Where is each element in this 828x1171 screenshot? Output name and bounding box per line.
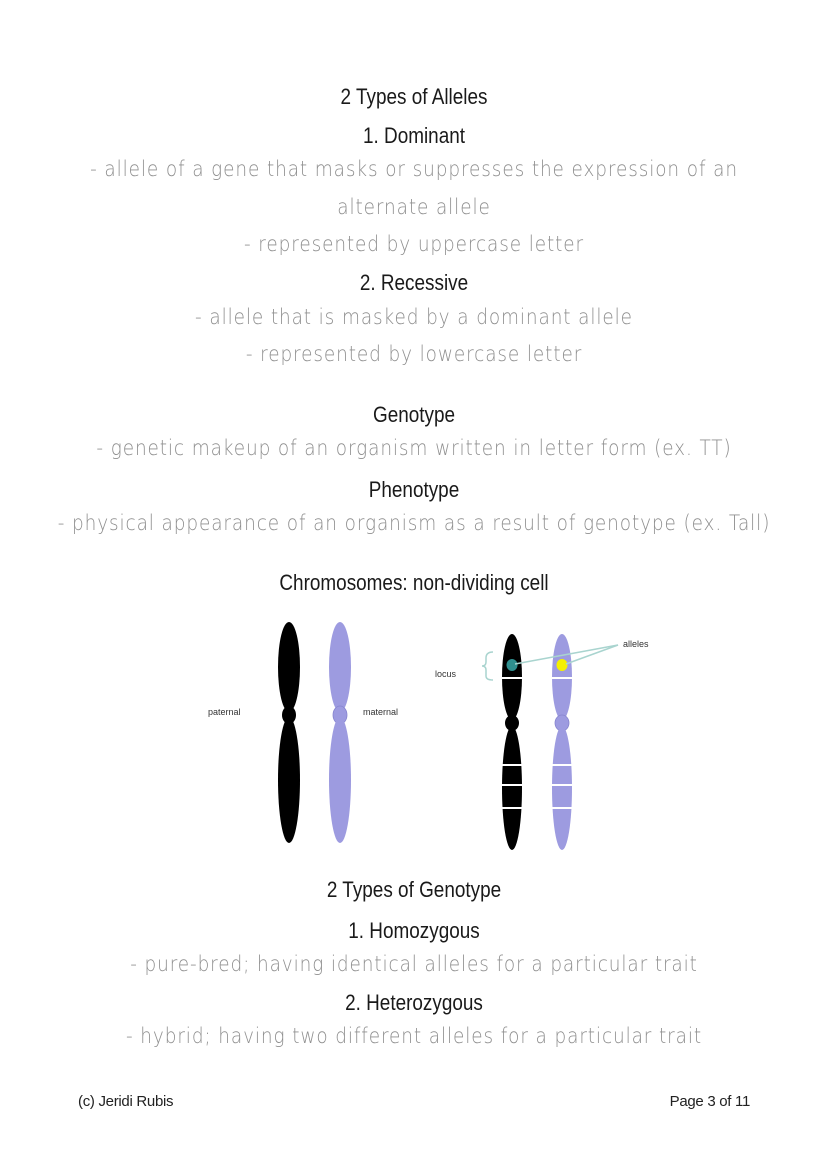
homozygous-desc: - pure-bred; having identical alleles for a particular trait	[130, 952, 698, 976]
locus-bracket	[482, 652, 493, 680]
chromosomes-heading: Chromosomes: non-dividing cell	[279, 570, 549, 595]
phenotype-desc: - physical appearance of an organism as a result of genotype (ex. Tall)	[57, 511, 771, 535]
heterozygous-desc: - hybrid; having two different alleles for a particular trait	[126, 1024, 702, 1048]
recessive-desc-line1: - allele that is masked by a dominant allele	[195, 305, 633, 329]
maternal-label: maternal	[363, 707, 399, 717]
footer-page-number: Page 3 of 11	[669, 1093, 750, 1110]
dominant-desc-line3: - represented by uppercase letter	[244, 232, 584, 256]
recessive-title: 2. Recessive	[359, 270, 469, 295]
genotype-desc: - genetic makeup of an organism written in letter form (ex. TT)	[96, 436, 732, 460]
allele-dot-paternal	[507, 659, 518, 671]
paternal-label: paternal	[208, 707, 241, 717]
paternal-chromosome-left	[278, 622, 300, 843]
locus-label: locus	[435, 669, 457, 679]
chromosome-illustration	[200, 620, 660, 860]
allele-pointer-line-2	[566, 645, 618, 664]
dominant-desc-line1: - allele of a gene that masks or suppresses the expression of an	[90, 157, 738, 181]
dominant-title: 1. Dominant	[362, 123, 466, 148]
heterozygous-title: 2. Heterozygous	[345, 990, 483, 1015]
genotype-types-heading: 2 Types of Genotype	[326, 877, 502, 902]
maternal-chromosome-left	[329, 622, 351, 843]
chromosome-figure	[200, 620, 660, 860]
alleles-label: alleles	[623, 639, 649, 649]
phenotype-title: Phenotype	[368, 477, 460, 502]
genotype-title: Genotype	[372, 402, 456, 427]
alleles-heading: 2 Types of Alleles	[340, 84, 488, 109]
recessive-desc-line2: - represented by lowercase letter	[245, 342, 583, 366]
dominant-desc-line2: alternate allele	[337, 195, 491, 219]
footer-copyright: (c) Jeridi Rubis	[78, 1093, 174, 1110]
allele-dot-maternal	[557, 659, 568, 671]
homozygous-title: 1. Homozygous	[348, 918, 480, 943]
